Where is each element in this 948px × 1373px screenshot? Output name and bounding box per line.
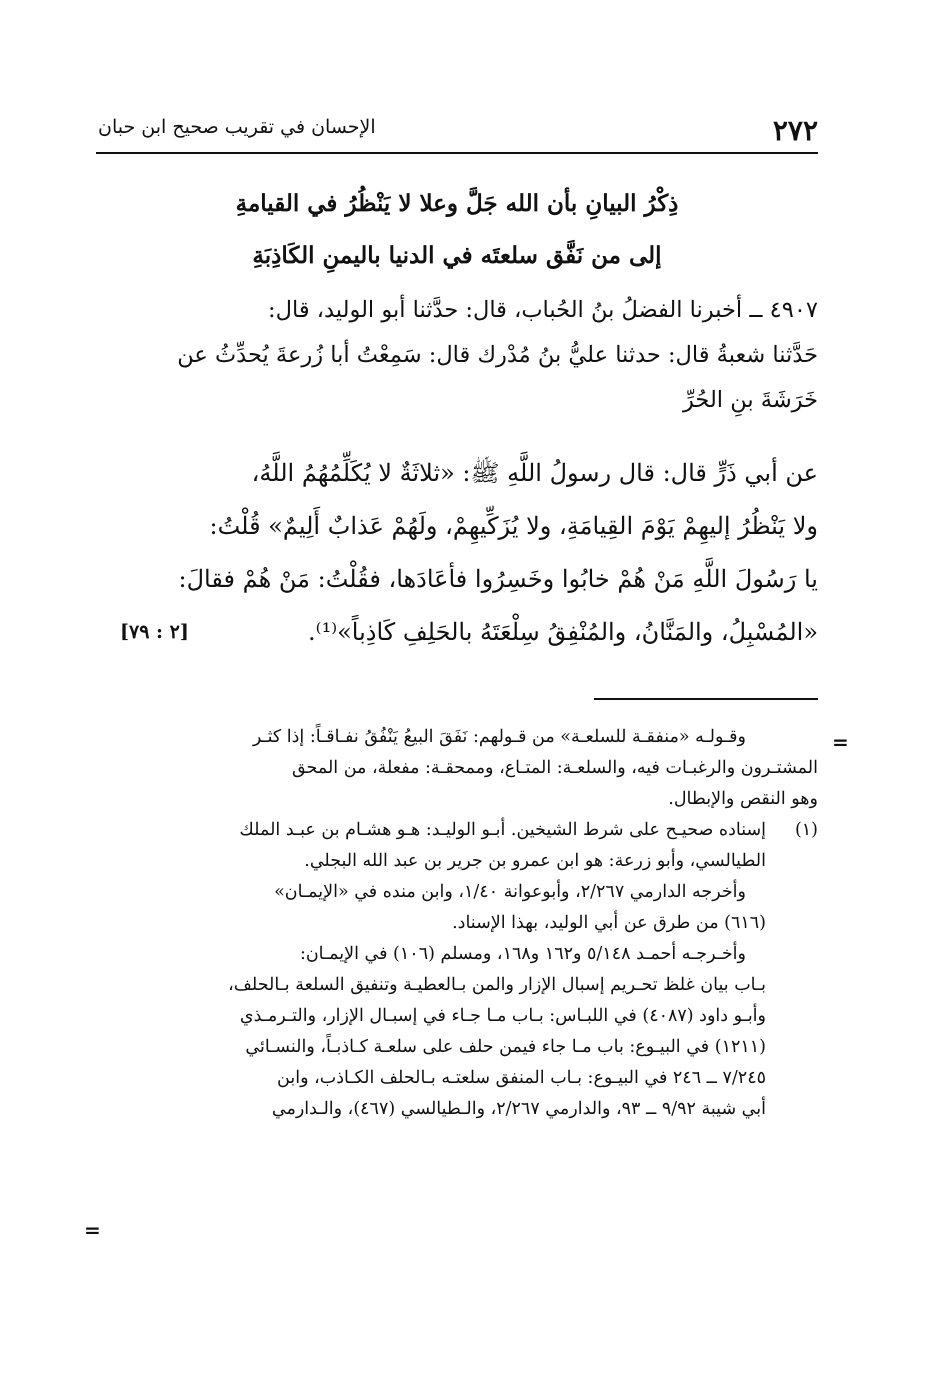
isnad-line: خَرَشَةَ بنِ الحُرِّ (683, 387, 818, 413)
hadith-isnad (96, 288, 818, 423)
footnote-line: وأخرجه الدارمي ٢/٢٦٧، وأبوعوانة ١/٤٠، وابن منده في «الإيمـان» (274, 882, 746, 902)
footnote-line: وقـولـه «منفقـة للسلعـة» من قـولهم: نَفَقَ البيعُ يَنْفُقُ نفـاقـاً: إذا كثـر (252, 727, 746, 747)
isnad-line: حَدَّثنا شعبةُ قال: حدثنا عليُّ بنُ مُدْرك قال: سَمِعْتُ أبا زُرعةَ يُحدِّثُ عن (177, 342, 818, 368)
continuation-mark: = (84, 1218, 101, 1242)
footnote-line: بـاب بيان غلظ تحـريم إسبال الإزار والمن بـالعطيـة وتنفيق السلعة بـالحلف، (228, 975, 766, 995)
chapter-title-line: ذِكْرُ البيانِ بأن الله جَلَّ وعلا لا يَنْظُرُ في القيامةِ (235, 190, 679, 217)
footnote-1-first-line (120, 815, 818, 846)
chapter-title (96, 178, 818, 282)
page-number: ٢٧٢ (772, 114, 818, 147)
hadith-text (96, 447, 818, 659)
page-header (96, 108, 818, 154)
footnote-line: وهو النقص والإبطال. (668, 789, 818, 809)
running-book-title: الإحسان في تقريب صحيح ابن حبان (98, 116, 376, 138)
isnad-line: ٤٩٠٧ ــ أخبرنا الفضلُ بنُ الحُباب، قال: حدَّثنا أبو الوليد، قال: (268, 297, 818, 323)
footnote-line: الطيالسي، وأبو زرعة: هو ابن عمرو بن جرير بن عبد الله البجلي. (304, 851, 766, 871)
hadith-line: يا رَسُولَ اللَّهِ مَنْ هُمْ خابُوا وخَسِرُوا فأعَادَها، فقُلْتُ: مَنْ هُمْ فقالَ: (178, 565, 818, 593)
hadith-line: عن أبي ذَرٍّ قال: قال رسولُ اللَّهِ ﷺ: «ثلاثَةٌ لا يُكَلِّمُهُمُ اللَّهُ، (251, 459, 818, 487)
footnote-line: (٦١٦) من طرق عن أبي الوليد، بهذا الإسناد. (452, 913, 766, 933)
footnote-marker: (١) (794, 820, 818, 840)
footnote-line: وأبـو داود (٤٠٨٧) في اللبـاس: بـاب مـا جـاء في إسبـال الإزار، والتـرمـذي (239, 1006, 766, 1026)
footnote-line: وأخـرجـه أحمـد ٥/١٤٨ و١٦٢ و١٦٨، ومسلم (١٠٦) في الإيمـان: (299, 944, 746, 964)
footnote-divider (594, 698, 818, 700)
continuation-mark: = (832, 730, 849, 754)
footnote-line: أبي شيبة ٩/٩٢ ــ ٩٣، والدارمي ٢/٢٦٧، والـطيالسي (٤٦٧)، والـدارمي (271, 1099, 766, 1119)
hadith-line: «المُسْبِلُ، والمَنَّانُ، والمُنْفِقُ سِلْعَتَهُ بالحَلِفِ كَاذِباً»⁽¹⁾. (308, 618, 818, 646)
footnote-line: ٧/٢٤٥ ــ ٢٤٦ في البيـوع: بـاب المنفق سلعتـه بـالحلف الكـاذب، وابن (277, 1068, 766, 1088)
hadith-last-row (96, 606, 818, 659)
chapter-title-line: إلى من نَفَّق سلعتَه في الدنيا باليمنِ الكَاذِبَةِ (252, 242, 662, 269)
hadith-line: ولا يَنْظُرُ إليهِمْ يَوْمَ القِيامَةِ، ولا يُزَكِّيهِمْ، ولَهُمْ عَذابٌ أَلِيمٌ» قُلْتُ: (209, 512, 818, 540)
footnote-line: (١٢١١) في البيـوع: باب مـا جاء فيمن حلف على سلعـة كـاذبـاً، والنسـائي (245, 1037, 766, 1057)
footnote-line: المشتـرون والرغبـات فيه، والسلعـة: المتـاع، وممحقـة: مفعلة، من المحق (291, 758, 818, 778)
hadith-reference: [٢ : ٧٩] (120, 621, 189, 643)
footnotes (120, 722, 818, 1125)
footnote-line: إسناده صحيـح على شرط الشيخين. أبـو الوليـد: هـو هشـام بن عبـد الملك (239, 820, 766, 840)
